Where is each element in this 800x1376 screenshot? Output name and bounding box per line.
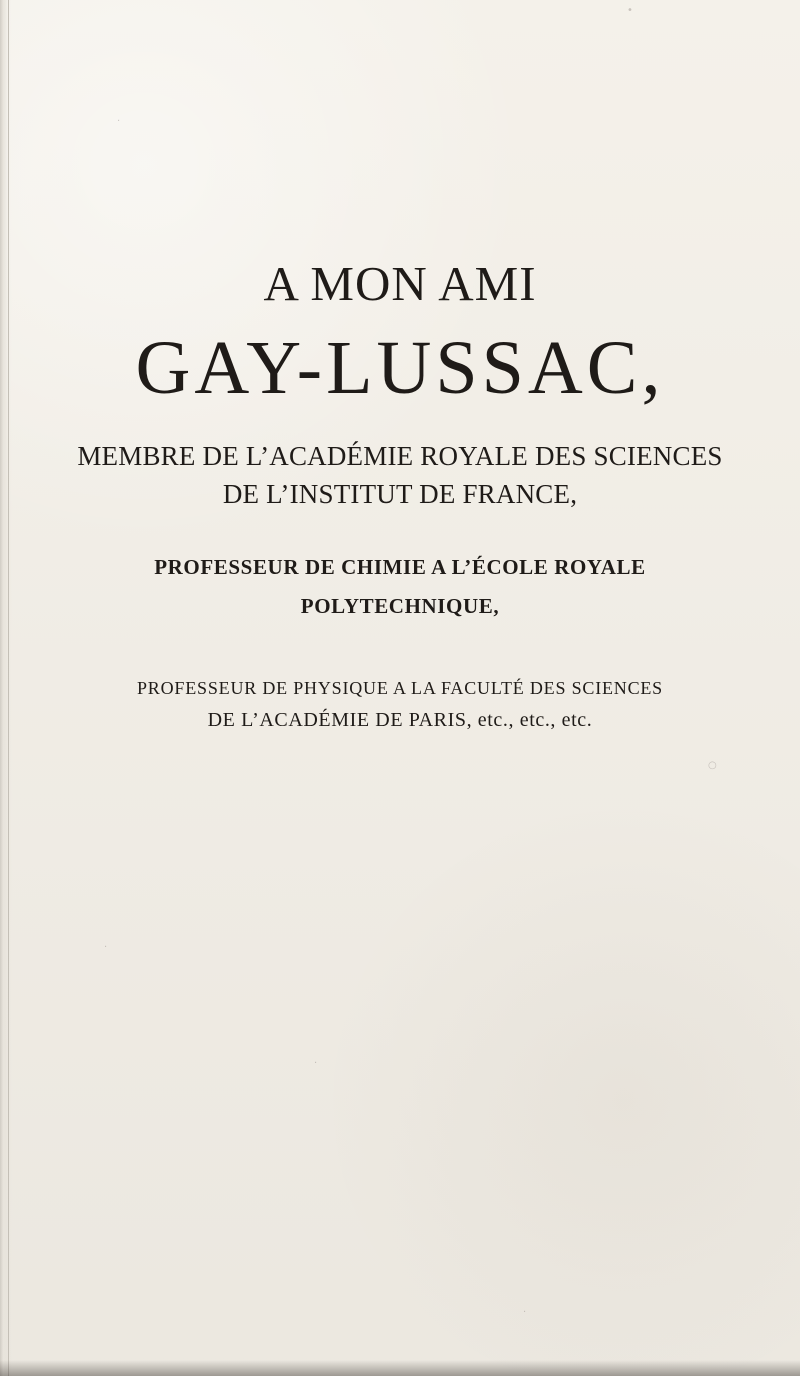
paper-speck: ○ (708, 760, 717, 771)
dedication-line-1: A MON AMI (263, 256, 537, 311)
dedication-line-5: PROFESSEUR DE CHIMIE A L’ÉCOLE ROYALE (154, 555, 646, 579)
dedication-line-6: POLYTECHNIQUE, (300, 594, 500, 618)
dedication-line-4: DE L’INSTITUT DE FRANCE, (222, 479, 578, 509)
dedication-line-8: DE L’ACADÉMIE DE PARIS, etc., etc., etc. (207, 709, 593, 731)
bottom-edge-shadow (0, 1360, 800, 1376)
dedication-line-7: PROFESSEUR DE PHYSIQUE A LA FACULTÉ DES SCIENCES (137, 678, 663, 698)
paper-speck: · (523, 1307, 527, 1318)
paper-speck: · (104, 942, 108, 953)
paper-speck: • (627, 5, 633, 16)
paper-speck: · (117, 116, 121, 127)
dedication-name: GAY-LUSSAC, (135, 326, 665, 410)
dedication-line-3: MEMBRE DE L’ACADÉMIE ROYALE DES SCIENCES (77, 441, 723, 471)
paper-speck: · (314, 1058, 318, 1069)
